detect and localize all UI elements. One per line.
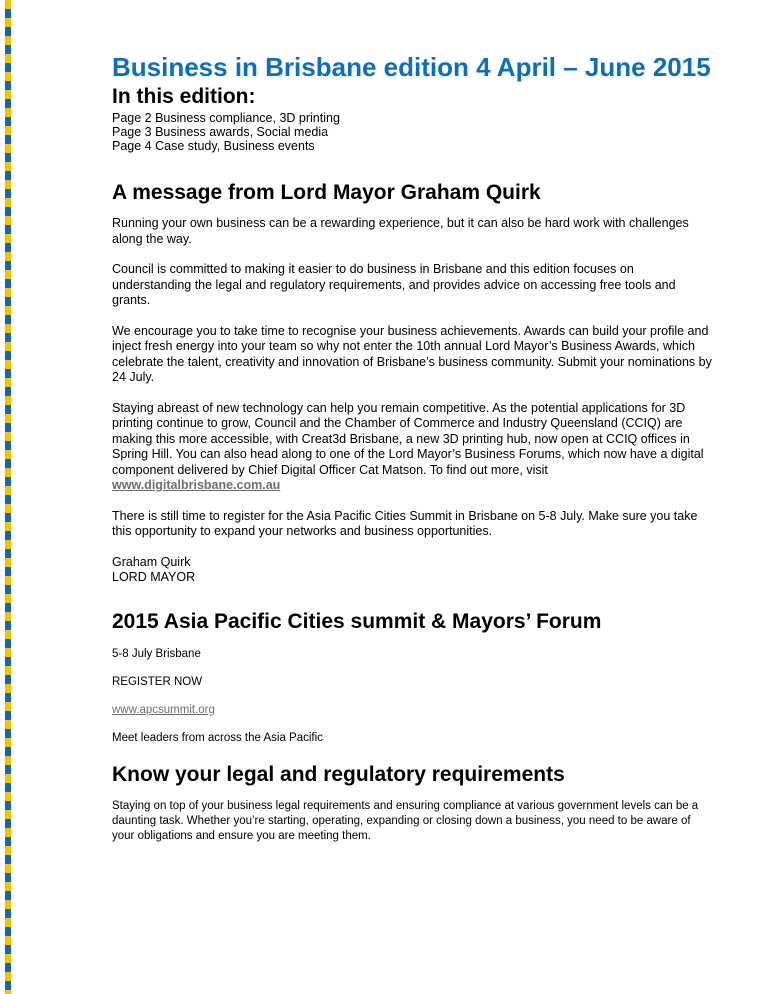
summit-heading: 2015 Asia Pacific Cities summit & Mayors’ Forum <box>112 609 602 633</box>
apcsummit-link-line <box>112 703 712 717</box>
table-of-contents <box>112 111 712 153</box>
message-heading: A message from Lord Mayor Graham Quirk <box>112 181 541 204</box>
summit-tagline: Meet leaders from across the Asia Pacific <box>112 731 323 744</box>
summit-dates: 5-8 July Brisbane <box>112 647 201 660</box>
message-paragraph: Council is committed to making it easier to do business in Brisbane and this edition focuses on understanding the legal and regulatory requirements, and provides advice on accessing free tools and grants. <box>112 262 676 307</box>
apcsummit-link[interactable]: www.apcsummit.org <box>112 703 215 716</box>
signature-title: LORD MAYOR <box>112 569 196 584</box>
decorative-side-stripe <box>5 0 11 994</box>
legal-paragraph: Staying on top of your business legal requirements and ensuring compliance at various government levels can be a daunting task. Whether you’re starting, operating, expanding or closing down a business, you need to be aware of your obligations and ensure you are meeting them. <box>112 799 699 842</box>
toc-item: Page 2 Business compliance, 3D printing <box>112 111 340 125</box>
tech-paragraph-text: Staying abreast of new technology can help you remain competitive. As the potential applications for 3D printing continue to grow, Council and the Chamber of Commerce and Industry Queensland (CCIQ) are making this more accessible, with Creat3d Brisbane, a new 3D printing hub, now open at CCIQ offices in Spring Hill. You can also head along to one of the Lord Mayor’s Business Forums, which now have a digital component delivered by Chief Digital Officer Cat Matson. To find out more, visit <box>112 400 704 477</box>
digitalbrisbane-link[interactable]: www.digitalbrisbane.com.au <box>112 478 281 492</box>
edition-heading: In this edition: <box>112 85 256 108</box>
signature-name: Graham Quirk <box>112 554 191 569</box>
register-now-label: REGISTER NOW <box>112 675 203 688</box>
legal-heading: Know your legal and regulatory requirements <box>112 762 565 786</box>
document-page <box>112 52 712 844</box>
message-paragraph: Running your own business can be a rewarding experience, but it can also be hard work with challenges along the way. <box>112 216 689 246</box>
signature-block <box>112 555 712 585</box>
document-title: Business in Brisbane edition 4 April – June 2015 <box>112 52 711 82</box>
toc-item: Page 4 Case study, Business events <box>112 139 315 153</box>
summit-reminder-paragraph: There is still time to register for the Asia Pacific Cities Summit in Brisbane on 5-8 July. Make sure you take this opportunity to expand your networks and business opportunities. <box>112 508 698 538</box>
tech-paragraph <box>112 401 712 494</box>
message-paragraph: We encourage you to take time to recognise your business achievements. Awards can build your profile and inject fresh energy into your team so why not enter the 10th annual Lord Mayor’s Business Awards, which celebrate the talent, creativity and innovation of Brisbane’s business community. Submit your nominations by 24 July. <box>112 323 712 384</box>
toc-item: Page 3 Business awards, Social media <box>112 125 329 139</box>
